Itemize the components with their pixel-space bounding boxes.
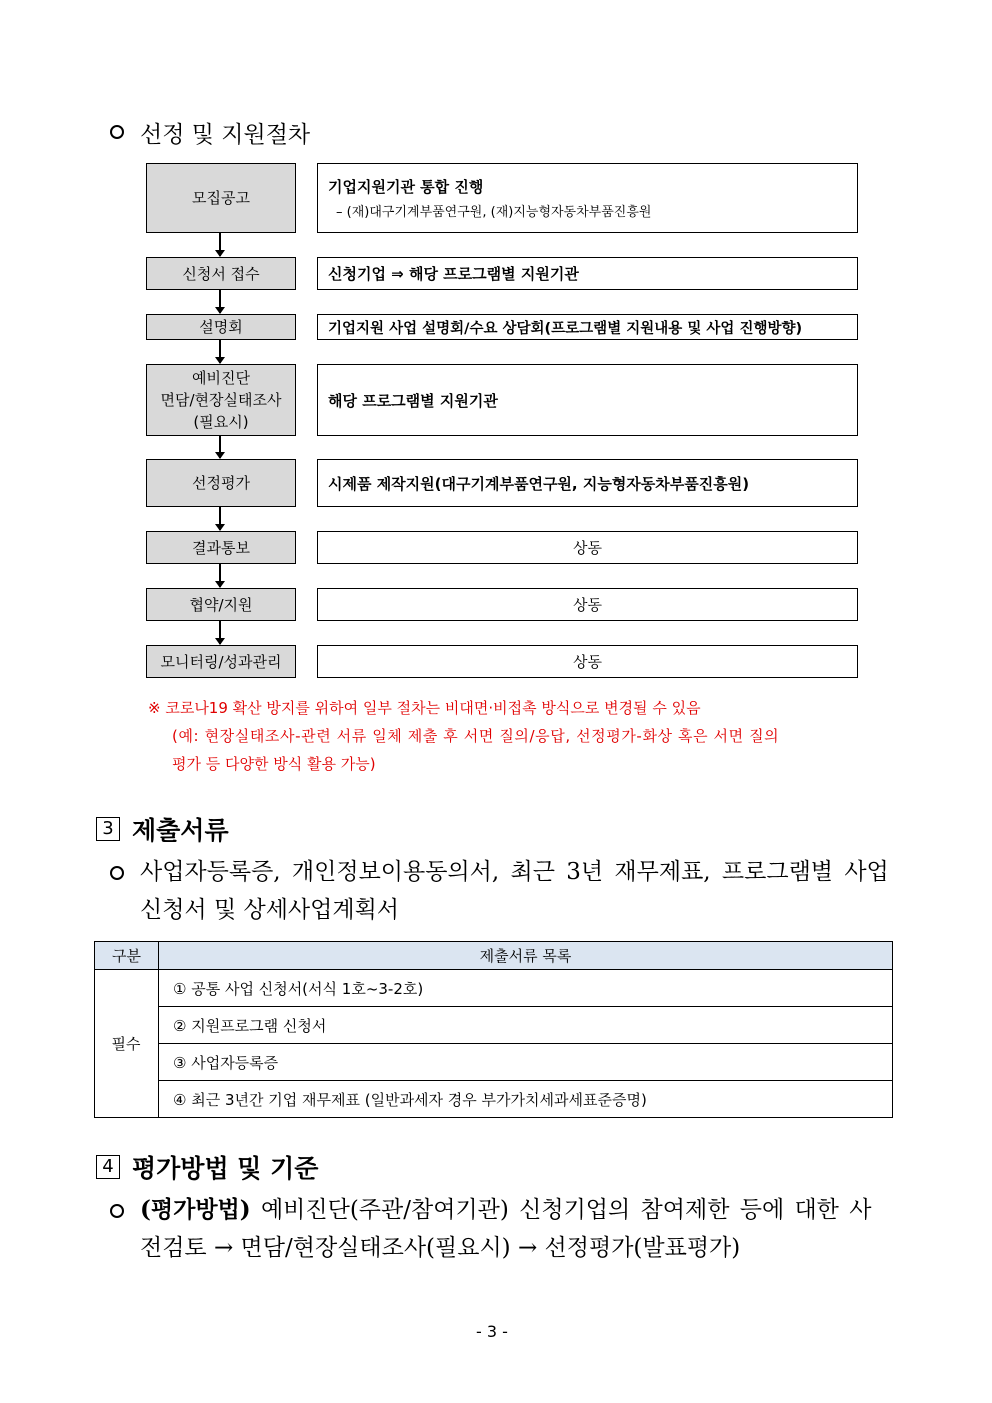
- documents-bullet-line-2: 신청서 및 상세사업계획서: [140, 897, 400, 923]
- arrow-down-icon: [219, 340, 221, 363]
- table-row: [95, 1044, 893, 1081]
- step-desc-3: [317, 314, 858, 340]
- step-box-4: [146, 364, 296, 436]
- section-title-text: 제출서류: [132, 816, 229, 845]
- evaluation-bullet-line-2: 전검토 → 면담/현장실태조사(필요시) → 선정평가(발표평가): [140, 1235, 741, 1261]
- step-desc-7: [317, 588, 858, 621]
- step-label-line: 예비진단: [192, 369, 250, 387]
- step-desc: 시제품 제작지원(대구기계부품연구원, 지능형자동차부품진흥원): [328, 474, 750, 493]
- step-desc-8: [317, 645, 858, 678]
- step-label: 협약/지원: [189, 595, 253, 614]
- step-desc-4: [317, 364, 858, 436]
- table-cell: ② 지원프로그램 신청서: [159, 1007, 893, 1044]
- bullet-circle-icon: [110, 866, 124, 880]
- table-row: [95, 1007, 893, 1044]
- step-desc: 상동: [573, 596, 602, 614]
- evaluation-bullet-line-1: [140, 1191, 871, 1229]
- step-desc: 상동: [573, 539, 602, 557]
- step-desc: 기업지원기관 통합 진행: [328, 178, 484, 196]
- section-4-title: [96, 1149, 318, 1185]
- step-desc-2: [317, 257, 858, 290]
- step-label: 설명회: [199, 318, 243, 336]
- step-box-7: [146, 588, 296, 621]
- arrow-down-icon: [219, 436, 221, 458]
- table-cell: ③ 사업자등록증: [159, 1044, 893, 1081]
- table-header-list: 제출서류 목록: [159, 942, 893, 970]
- documents-table: [94, 941, 893, 1118]
- table-header-row: [95, 942, 893, 970]
- step-box-6: [146, 531, 296, 564]
- step-label-line: 면담/현장실태조사: [160, 391, 282, 409]
- step-desc: 신청기업 ⇒ 해당 프로그램별 지원기관: [328, 265, 579, 283]
- notice-line-2: (예: 현장실태조사-관련 서류 일체 제출 후 서면 질의/응답, 선정평가-화상 혹은 서면 질의: [172, 727, 780, 745]
- step-box-3: [146, 314, 296, 340]
- notice-line-1: ※ 코로나19 확산 방지를 위하여 일부 절차는 비대면·비접촉 방식으로 변경될 수 있음: [148, 699, 701, 717]
- step-label-line: (필요시): [193, 413, 249, 431]
- bullet-circle-icon: [110, 1204, 124, 1218]
- step-label: 모니터링/성과관리: [160, 652, 282, 671]
- table-cell: ① 공통 사업 신청서(서식 1호~3-2호): [159, 970, 893, 1007]
- step-box-1: [146, 163, 296, 233]
- table-header-category: 구분: [95, 942, 159, 970]
- step-box-2: [146, 257, 296, 290]
- page-number: - 3 -: [476, 1322, 508, 1341]
- step-label: 선정평가: [192, 474, 250, 492]
- table-category-cell: 필수: [95, 970, 159, 1118]
- step-label: 결과통보: [192, 538, 250, 557]
- step-desc-6: [317, 531, 858, 564]
- arrow-down-icon: [219, 621, 221, 644]
- table-row: [95, 970, 893, 1007]
- table-row: [95, 1081, 893, 1118]
- arrow-down-icon: [219, 233, 221, 256]
- arrow-down-icon: [219, 507, 221, 530]
- step-desc: 상동: [573, 653, 602, 671]
- step-label: 모집공고: [192, 189, 250, 207]
- section-number-badge: 3: [96, 817, 120, 841]
- section-title-text: 평가방법 및 기준: [132, 1154, 319, 1183]
- step-label: 신청서 접수: [182, 264, 260, 283]
- procedure-heading: 선정 및 지원절차: [140, 122, 311, 148]
- evaluation-bold-label: (평가방법): [140, 1196, 251, 1223]
- section-number-badge: 4: [96, 1155, 120, 1179]
- table-cell: ④ 최근 3년간 기업 재무제표 (일반과세자 경우 부가가치세과세표준증명): [159, 1081, 893, 1118]
- step-desc-1: [317, 163, 858, 233]
- step-box-8: [146, 645, 296, 678]
- evaluation-text: 예비진단(주관/참여기관) 신청기업의 참여제한 등에 대한 사: [250, 1197, 872, 1223]
- section-3-title: [96, 811, 229, 847]
- step-desc-5: [317, 459, 858, 507]
- arrow-down-icon: [219, 290, 221, 313]
- documents-bullet-line-1: 사업자등록증, 개인정보이용동의서, 최근 3년 재무제표, 프로그램별 사업: [140, 859, 889, 885]
- step-desc: 해당 프로그램별 지원기관: [328, 391, 498, 410]
- arrow-down-icon: [219, 564, 221, 587]
- step-box-5: [146, 459, 296, 507]
- step-desc: 기업지원 사업 설명회/수요 상담회(프로그램별 지원내용 및 사업 진행방향): [328, 320, 803, 337]
- notice-line-3: 평가 등 다양한 방식 활용 가능): [172, 755, 376, 773]
- step-desc-sub: – (재)대구기계부품연구원, (재)지능형자동차부품진흥원: [336, 205, 652, 220]
- bullet-circle-icon: [110, 125, 124, 139]
